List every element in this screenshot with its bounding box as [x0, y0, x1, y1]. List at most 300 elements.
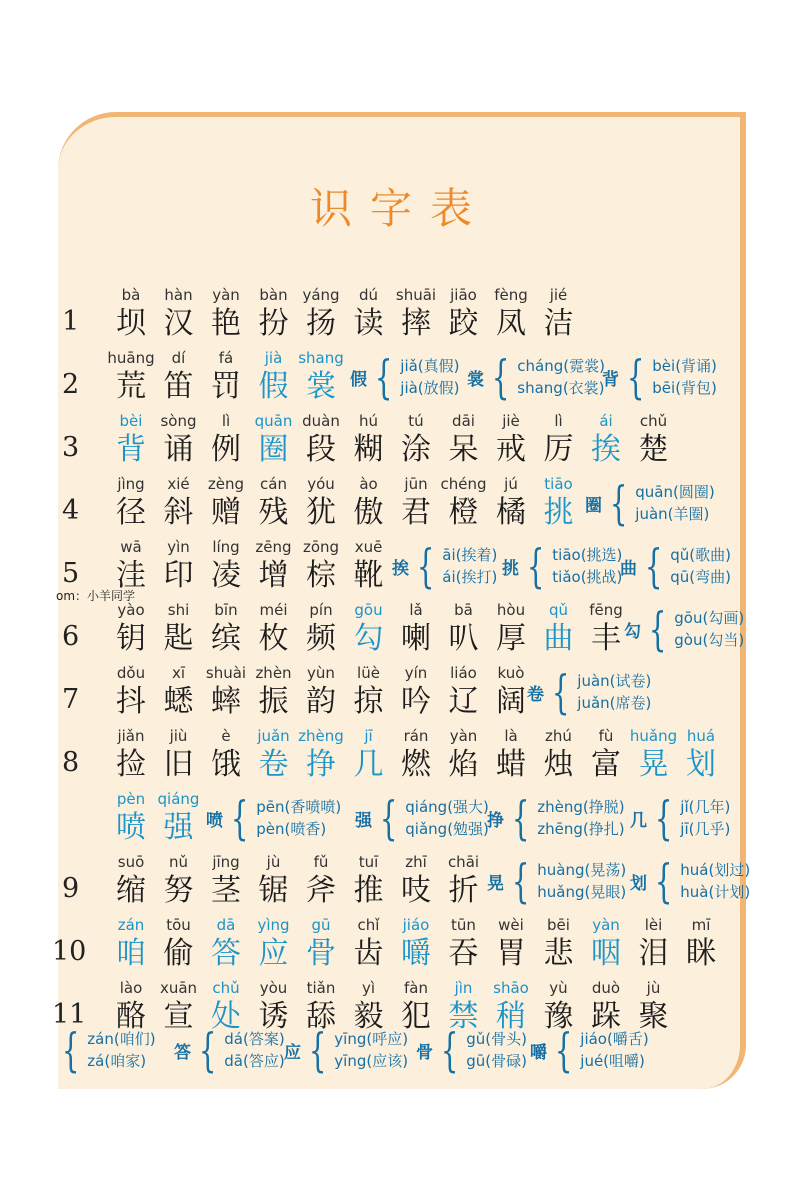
polyphone-group [585, 476, 715, 530]
pinyin-label: chǔ [212, 979, 240, 997]
pinyin-label: fēng [589, 601, 623, 619]
hanzi-char: 丰 [591, 621, 621, 656]
hanzi-char: 枚 [258, 621, 289, 656]
pinyin-label: jià [264, 349, 283, 367]
brace-icon: { [379, 791, 398, 845]
character-cell [293, 349, 349, 407]
polyphone-char: 晃 [487, 873, 504, 894]
pinyin-label: shuài [205, 664, 247, 682]
hanzi-char: 烛 [543, 747, 574, 782]
hanzi-char: 燃 [401, 747, 431, 782]
pinyin-label: tiāo [544, 475, 573, 493]
polyphone-group [602, 350, 717, 404]
hanzi-char: 豫 [543, 999, 574, 1034]
pinyin-label: tūn [451, 916, 476, 934]
pinyin-label: zhú [545, 727, 572, 745]
pinyin-label: ào [359, 475, 378, 493]
pinyin-label: jù [646, 979, 661, 997]
character-cell [673, 727, 729, 785]
polyphone-group [630, 854, 751, 908]
pinyin-label: bīn [214, 601, 238, 619]
pinyin-label: bèi [119, 412, 143, 430]
pinyin-label: chǔ [639, 412, 668, 430]
hanzi-char: 韵 [306, 684, 336, 719]
polyphone-group [416, 1023, 528, 1077]
hanzi-char: 糊 [353, 432, 384, 467]
polyphone-group [350, 350, 460, 404]
hanzi-char: 齿 [353, 936, 384, 971]
pinyin-label: hú [358, 412, 378, 430]
pinyin-label: jiáo [402, 916, 430, 934]
pinyin-label: lǎ [409, 601, 423, 619]
pinyin-label: duàn [302, 412, 340, 430]
pinyin-label: pèn [116, 790, 146, 808]
brace-icon: { [511, 854, 530, 908]
polyphone-group [56, 1023, 156, 1077]
polyphone-group [624, 602, 745, 656]
hanzi-char: 应 [258, 936, 289, 971]
pinyin-label: lì [554, 412, 563, 430]
hanzi-char: 匙 [163, 621, 194, 656]
hanzi-char: 咽 [591, 936, 621, 971]
brace-icon: { [416, 539, 435, 593]
polyphone-reading: zhèng(挣脱) [537, 798, 625, 816]
brace-icon: { [230, 791, 249, 845]
polyphone-group [284, 1023, 409, 1077]
hanzi-char: 摔 [401, 306, 431, 341]
hanzi-char: 胃 [496, 936, 526, 971]
pinyin-label: yìn [167, 538, 190, 556]
pinyin-label: jìng [117, 475, 145, 493]
brace-icon: { [198, 1023, 217, 1077]
character-cell [531, 286, 587, 344]
pinyin-label: chéng [440, 475, 487, 493]
pinyin-label: wā [120, 538, 142, 556]
polyphone-group [467, 350, 605, 404]
polyphone-reading: jǐ(几年) [680, 798, 731, 816]
hanzi-char: 挨 [591, 432, 621, 467]
hanzi-char: 坝 [116, 306, 146, 341]
hanzi-char: 蟀 [211, 684, 241, 719]
hanzi-char: 戒 [496, 432, 526, 467]
hanzi-char: 茎 [211, 873, 241, 908]
row-number: 2 [62, 369, 80, 400]
hanzi-char: 推 [353, 873, 384, 908]
hanzi-char: 舔 [306, 999, 336, 1034]
hanzi-char: 宣 [163, 999, 194, 1034]
hanzi-char: 答 [211, 936, 241, 971]
polyphone-group [620, 539, 732, 593]
polyphone-reading: huá(划过) [680, 861, 751, 879]
row-number: 8 [62, 747, 80, 778]
polyphone-reading: jiǎ(真假) [400, 357, 460, 375]
brace-icon: { [654, 854, 673, 908]
hanzi-char: 卷 [258, 747, 289, 782]
character-cell [626, 412, 682, 470]
polyphone-reading: qiǎng(勉强) [405, 820, 489, 838]
hanzi-char: 努 [163, 873, 194, 908]
polyphone-reading: qū(弯曲) [670, 568, 732, 586]
polyphone-reading: pèn(喷香) [256, 820, 327, 838]
polyphone-group [174, 1023, 285, 1077]
hanzi-char: 段 [306, 432, 336, 467]
hanzi-char: 扮 [258, 306, 289, 341]
pinyin-label: mī [691, 916, 711, 934]
hanzi-char: 犯 [401, 999, 431, 1034]
brace-icon: { [61, 1023, 80, 1077]
hanzi-char: 富 [591, 747, 621, 782]
hanzi-char: 叭 [448, 621, 479, 656]
pinyin-label: yìng [257, 916, 290, 934]
pinyin-label: kuò [497, 664, 525, 682]
hanzi-char: 旧 [163, 747, 194, 782]
pinyin-label: jiǎn [117, 727, 145, 745]
hanzi-char: 饿 [211, 747, 241, 782]
pinyin-label: è [221, 727, 231, 745]
pinyin-label: gōu [354, 601, 383, 619]
polyphone-reading: dā(答应) [224, 1052, 285, 1070]
row-number: 7 [62, 684, 80, 715]
polyphone-reading: gōu(勾画) [674, 609, 745, 627]
pinyin-label: líng [212, 538, 240, 556]
brace-icon: { [626, 350, 645, 404]
polyphone-char: 假 [350, 369, 367, 390]
polyphone-reading: gòu(勾当) [674, 631, 745, 649]
hanzi-char: 君 [401, 495, 431, 530]
pinyin-label: chǐ [357, 916, 380, 934]
pinyin-label: zōng [302, 538, 340, 556]
pinyin-label: sòng [160, 412, 197, 430]
pinyin-label: huá [686, 727, 716, 745]
hanzi-char: 读 [353, 306, 384, 341]
pinyin-label: zhèng [298, 727, 344, 745]
hanzi-char: 厉 [543, 432, 574, 467]
pinyin-label: huāng [107, 349, 155, 367]
polyphone-group [487, 854, 627, 908]
hanzi-char: 焰 [448, 747, 479, 782]
pinyin-label: dí [171, 349, 186, 367]
pinyin-label: lào [119, 979, 143, 997]
hanzi-char: 跺 [591, 999, 621, 1034]
hanzi-char: 蟋 [163, 684, 194, 719]
brace-icon: { [308, 1023, 327, 1077]
polyphone-reading: quān(圆圈) [635, 483, 715, 501]
hanzi-char: 橙 [448, 495, 479, 530]
polyphone-reading: pēn(香喷喷) [256, 798, 342, 816]
hanzi-char: 挣 [306, 747, 336, 782]
pinyin-label: tuī [358, 853, 379, 871]
hanzi-char: 曲 [543, 621, 574, 656]
hanzi-char: 阔 [496, 684, 526, 719]
character-cell [436, 853, 492, 911]
polyphone-char: 应 [284, 1042, 301, 1063]
pinyin-label: ái [599, 412, 613, 430]
polyphone-char: 挣 [487, 810, 504, 831]
pinyin-label: dāi [452, 412, 475, 430]
hanzi-char: 缤 [211, 621, 241, 656]
hanzi-char: 禁 [448, 999, 479, 1034]
pinyin-label: yào [117, 601, 145, 619]
polyphone-reading: gǔ(骨头) [466, 1030, 528, 1048]
pinyin-label: fǔ [313, 853, 329, 871]
hanzi-char: 骨 [306, 936, 336, 971]
polyphone-char: 答 [174, 1042, 191, 1063]
pinyin-label: bàn [259, 286, 288, 304]
pinyin-label: dā [216, 916, 236, 934]
polyphone-reading: jué(咀嚼) [580, 1052, 645, 1070]
polyphone-char: 挑 [502, 558, 519, 579]
polyphone-char: 圈 [585, 495, 602, 516]
polyphone-reading: juàn(羊圈) [635, 505, 710, 523]
hanzi-char: 赠 [211, 495, 241, 530]
pinyin-label: fá [218, 349, 234, 367]
pinyin-label: shāo [493, 979, 529, 997]
hanzi-char: 晃 [638, 747, 669, 782]
pinyin-label: bā [454, 601, 473, 619]
brace-icon: { [440, 1023, 459, 1077]
brace-icon: { [526, 539, 545, 593]
hanzi-char: 钥 [116, 621, 146, 656]
hanzi-char: 悲 [543, 936, 574, 971]
character-cell [673, 916, 729, 974]
hanzi-char: 涂 [401, 432, 431, 467]
pinyin-label: yàn [212, 286, 240, 304]
hanzi-char: 酪 [116, 999, 146, 1034]
hanzi-char: 勾 [353, 621, 384, 656]
pinyin-label: méi [259, 601, 288, 619]
pinyin-label: shi [167, 601, 190, 619]
polyphone-reading: huàng(晃荡) [537, 861, 627, 879]
pinyin-label: lì [221, 412, 231, 430]
polyphone-group [487, 791, 625, 845]
polyphone-reading: huà(计划) [680, 883, 751, 901]
pinyin-label: tōu [166, 916, 191, 934]
hanzi-char: 捡 [116, 747, 146, 782]
row-number: 3 [62, 432, 80, 463]
hanzi-char: 洁 [543, 306, 574, 341]
polyphone-group [206, 791, 342, 845]
polyphone-char: 划 [630, 873, 647, 894]
hanzi-char: 橘 [496, 495, 526, 530]
pinyin-label: pín [309, 601, 333, 619]
hanzi-char: 处 [211, 999, 241, 1034]
hanzi-char: 斜 [163, 495, 194, 530]
hanzi-char: 犹 [306, 495, 336, 530]
pinyin-label: liáo [450, 664, 477, 682]
hanzi-char: 咱 [116, 936, 146, 971]
pinyin-label: fèng [494, 286, 528, 304]
polyphone-reading: bēi(背包) [652, 379, 717, 397]
pinyin-label: hàn [164, 286, 193, 304]
hanzi-char: 频 [306, 621, 336, 656]
pinyin-label: jīng [212, 853, 240, 871]
hanzi-char: 厚 [496, 621, 526, 656]
hanzi-char: 吱 [401, 873, 431, 908]
brace-icon: { [374, 350, 393, 404]
brace-icon: { [511, 791, 530, 845]
hanzi-char: 眯 [686, 936, 716, 971]
brace-icon: { [654, 791, 673, 845]
hanzi-char: 蜡 [496, 747, 526, 782]
hanzi-char: 凤 [496, 306, 526, 341]
row-number: 10 [52, 936, 87, 967]
polyphone-reading: cháng(霓裳) [517, 357, 605, 375]
hanzi-char: 折 [448, 873, 479, 908]
pinyin-label: yù [549, 979, 568, 997]
hanzi-char: 锯 [258, 873, 289, 908]
polyphone-char: 卷 [527, 684, 544, 705]
pinyin-label: yáng [302, 286, 340, 304]
pinyin-label: juǎn [257, 727, 290, 745]
hanzi-char: 辽 [448, 684, 479, 719]
row-number: 11 [52, 999, 87, 1030]
hanzi-char: 罚 [211, 369, 241, 404]
brace-icon: { [648, 602, 667, 656]
pinyin-label: rán [403, 727, 429, 745]
polyphone-reading: ái(挨打) [442, 568, 498, 586]
pinyin-label: dǒu [116, 664, 146, 682]
row-number: 5 [62, 558, 80, 589]
polyphone-char: 喷 [206, 810, 223, 831]
hanzi-char: 扬 [306, 306, 336, 341]
pinyin-label: quān [254, 412, 293, 430]
pinyin-label: yàn [449, 727, 478, 745]
pinyin-label: yín [404, 664, 428, 682]
pinyin-label: tú [408, 412, 424, 430]
hanzi-char: 毅 [353, 999, 384, 1034]
pinyin-label: dú [358, 286, 379, 304]
hanzi-char: 振 [258, 684, 289, 719]
hanzi-char: 缩 [116, 873, 146, 908]
hanzi-char: 凌 [211, 558, 241, 593]
hanzi-char: 强 [163, 810, 194, 845]
hanzi-char: 喇 [401, 621, 431, 656]
hanzi-char: 斧 [306, 873, 336, 908]
hanzi-char: 增 [258, 558, 289, 593]
hanzi-char: 背 [116, 432, 146, 467]
polyphone-char: 嚼 [530, 1042, 547, 1063]
hanzi-char: 聚 [638, 999, 669, 1034]
watermark: om：小羊同学 [56, 589, 136, 603]
pinyin-label: jìn [454, 979, 473, 997]
pinyin-label: duò [591, 979, 621, 997]
pinyin-label: bà [121, 286, 141, 304]
polyphone-group [502, 539, 623, 593]
pinyin-label: cán [260, 475, 287, 493]
hanzi-char: 傲 [353, 495, 384, 530]
pinyin-label: jù [266, 853, 281, 871]
pinyin-label: xuē [354, 538, 383, 556]
hanzi-char: 荒 [116, 369, 146, 404]
polyphone-char: 骨 [416, 1042, 433, 1063]
pinyin-label: yì [361, 979, 376, 997]
hanzi-char: 径 [116, 495, 146, 530]
character-cell [151, 790, 207, 848]
hanzi-char: 洼 [116, 558, 146, 593]
polyphone-reading: zán(咱们) [87, 1030, 156, 1048]
hanzi-char: 印 [163, 558, 194, 593]
polyphone-char: 几 [630, 810, 647, 831]
pinyin-label: yàn [592, 916, 620, 934]
pinyin-label: nǔ [168, 853, 188, 871]
pinyin-label: gū [311, 916, 331, 934]
polyphone-reading: zá(咱家) [87, 1052, 147, 1070]
hanzi-char: 呆 [448, 432, 479, 467]
polyphone-reading: tiāo(挑选) [552, 546, 623, 564]
pinyin-label: chāi [447, 853, 480, 871]
pinyin-label: zhèn [255, 664, 292, 682]
polyphone-reading: juǎn(席卷) [577, 694, 652, 712]
pinyin-label: suō [117, 853, 145, 871]
polyphone-reading: zhēng(挣扎) [537, 820, 625, 838]
polyphone-group [527, 665, 652, 719]
polyphone-reading: gū(骨碌) [466, 1052, 528, 1070]
pinyin-label: wèi [498, 916, 524, 934]
row-number: 4 [62, 495, 80, 526]
pinyin-label: yùn [307, 664, 335, 682]
hanzi-char: 例 [211, 432, 241, 467]
polyphone-char: 背 [602, 369, 619, 390]
hanzi-char: 艳 [211, 306, 241, 341]
hanzi-char: 诵 [163, 432, 194, 467]
pinyin-label: zhī [405, 853, 427, 871]
hanzi-char: 划 [686, 747, 716, 782]
hanzi-char: 圈 [258, 432, 289, 467]
pinyin-label: lèi [644, 916, 663, 934]
polyphone-group [392, 539, 498, 593]
pinyin-label: fàn [404, 979, 428, 997]
polyphone-reading: yīng(应该) [334, 1052, 409, 1070]
brace-icon: { [644, 539, 663, 593]
pinyin-label: jiù [169, 727, 188, 745]
polyphone-reading: shang(衣裳) [517, 379, 605, 397]
hanzi-char: 棕 [306, 558, 336, 593]
hanzi-char: 笛 [163, 369, 194, 404]
pinyin-label: jī [364, 727, 373, 745]
polyphone-reading: jī(几乎) [680, 820, 731, 838]
hanzi-char: 抖 [116, 684, 146, 719]
polyphone-reading: tiǎo(挑战) [552, 568, 623, 586]
hanzi-char: 挑 [543, 495, 574, 530]
pinyin-label: huǎng [629, 727, 678, 745]
polyphone-reading: qiáng(强大) [405, 798, 489, 816]
hanzi-char: 掠 [353, 684, 384, 719]
pinyin-label: jié [549, 286, 568, 304]
brace-icon: { [491, 350, 510, 404]
hanzi-char: 喷 [116, 810, 146, 845]
brace-icon: { [551, 665, 570, 719]
pinyin-label: xī [171, 664, 186, 682]
hanzi-char: 跤 [448, 306, 479, 341]
pinyin-label: zèng [207, 475, 245, 493]
pinyin-label: jiè [502, 412, 520, 430]
polyphone-reading: qǔ(歌曲) [670, 546, 732, 564]
row-number: 1 [62, 306, 80, 337]
pinyin-label: là [504, 727, 518, 745]
pinyin-label: zēng [255, 538, 292, 556]
hanzi-char: 吟 [401, 684, 431, 719]
hanzi-char: 楚 [638, 432, 669, 467]
hanzi-char: 偷 [163, 936, 194, 971]
brace-icon: { [609, 476, 628, 530]
hanzi-char: 残 [258, 495, 289, 530]
brace-icon: { [554, 1023, 573, 1077]
polyphone-char: 挨 [392, 558, 409, 579]
hanzi-char: 假 [258, 369, 289, 404]
pinyin-label: jiāo [450, 286, 477, 304]
pinyin-label: xuān [159, 979, 198, 997]
pinyin-label: yóu [307, 475, 335, 493]
